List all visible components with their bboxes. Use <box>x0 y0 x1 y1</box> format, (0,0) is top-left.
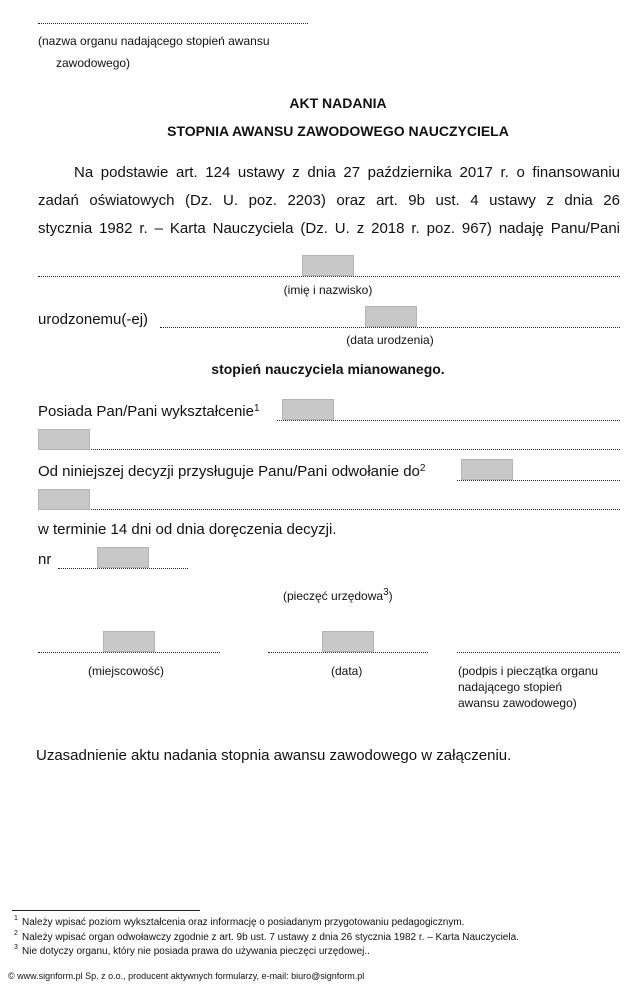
number-line <box>58 568 188 569</box>
deadline-text: w terminie 14 dni od dnia doręczenia decyzji. <box>38 521 337 538</box>
signature-caption-2: nadającego stopień <box>458 680 563 694</box>
full-name-caption: (imię i nazwisko) <box>283 283 373 297</box>
education-label: Posiada Pan/Pani wykształcenie$^1$ <box>38 403 260 420</box>
intro-line-1: Na podstawie art. 124 ustawy z dnia 27 października 2017 r. o finansowaniu <box>74 164 620 181</box>
appeal-line-1 <box>457 480 620 481</box>
organ-name-caption-1: (nazwa organu nadającego stopień awansu <box>38 34 270 48</box>
intro-line-2: zadań oświatowych (Dz. U. poz. 2203) oraz art. 9b ust. 4 ustawy z dnia 26 <box>38 192 620 209</box>
signature-caption-1: (podpis i pieczątka organu <box>458 664 599 678</box>
footnote-ref-1: 1 <box>253 403 260 414</box>
document-title-line2: STOPNIA AWANSU ZAWODOWEGO NAUCZYCIELA <box>167 123 509 139</box>
number-input[interactable] <box>97 547 149 568</box>
appeal-label: Od niniejszej decyzji przysługuje Panu/Pani odwołanie $do^2$ <box>38 463 426 480</box>
education-line-2 <box>38 449 620 450</box>
birth-date-line <box>160 327 620 328</box>
place-line <box>38 652 220 653</box>
signature-line <box>457 652 620 653</box>
date-caption: (data) <box>331 664 363 678</box>
date-input[interactable] <box>322 631 374 652</box>
footer-copyright: © www.signform.pl Sp. z o.o., producent aktywnych formularzy, e-mail: biuro@signform.pl <box>8 971 365 981</box>
full-name-line <box>38 276 620 277</box>
birth-date-caption: (data urodzenia) <box>346 333 434 347</box>
intro-line-3: stycznia 1982 r. – Karta Nauczyciela (Dz. U. z 2018 r. poz. 967) nadaję Panu/Pani <box>38 220 620 237</box>
education-input-2[interactable] <box>38 429 90 450</box>
footnote-ref-3: 3 <box>383 587 389 598</box>
footnote-ref-2: 2 <box>419 463 426 474</box>
birth-date-input[interactable] <box>365 306 417 327</box>
date-line <box>268 652 428 653</box>
signature-caption-3: awansu zawodowego) <box>458 696 577 710</box>
education-input-1[interactable] <box>282 399 334 420</box>
place-caption: (miejscowość) <box>88 664 165 678</box>
number-label: nr <box>38 551 52 568</box>
organ-name-caption-2: zawodowego) <box>56 56 131 70</box>
seal-caption: (pieczęć urzędowa$^3$) <box>283 587 393 603</box>
birth-label: urodzonemu(-ej) <box>38 311 149 328</box>
footnote-separator <box>12 910 200 911</box>
document-title-line1: AKT NADANIA <box>289 95 387 111</box>
full-name-input[interactable] <box>302 255 354 276</box>
appeal-input-1[interactable] <box>461 459 513 480</box>
appeal-line-2 <box>38 509 620 510</box>
place-input[interactable] <box>103 631 155 652</box>
education-line-1 <box>277 420 620 421</box>
organ-name-line[interactable] <box>38 23 308 24</box>
degree-text: stopień nauczyciela mianowanego. <box>211 361 445 377</box>
justification-text: Uzasadnienie aktu nadania stopnia awansu zawodowego w załączeniu. <box>36 747 512 764</box>
appeal-input-2[interactable] <box>38 489 90 510</box>
